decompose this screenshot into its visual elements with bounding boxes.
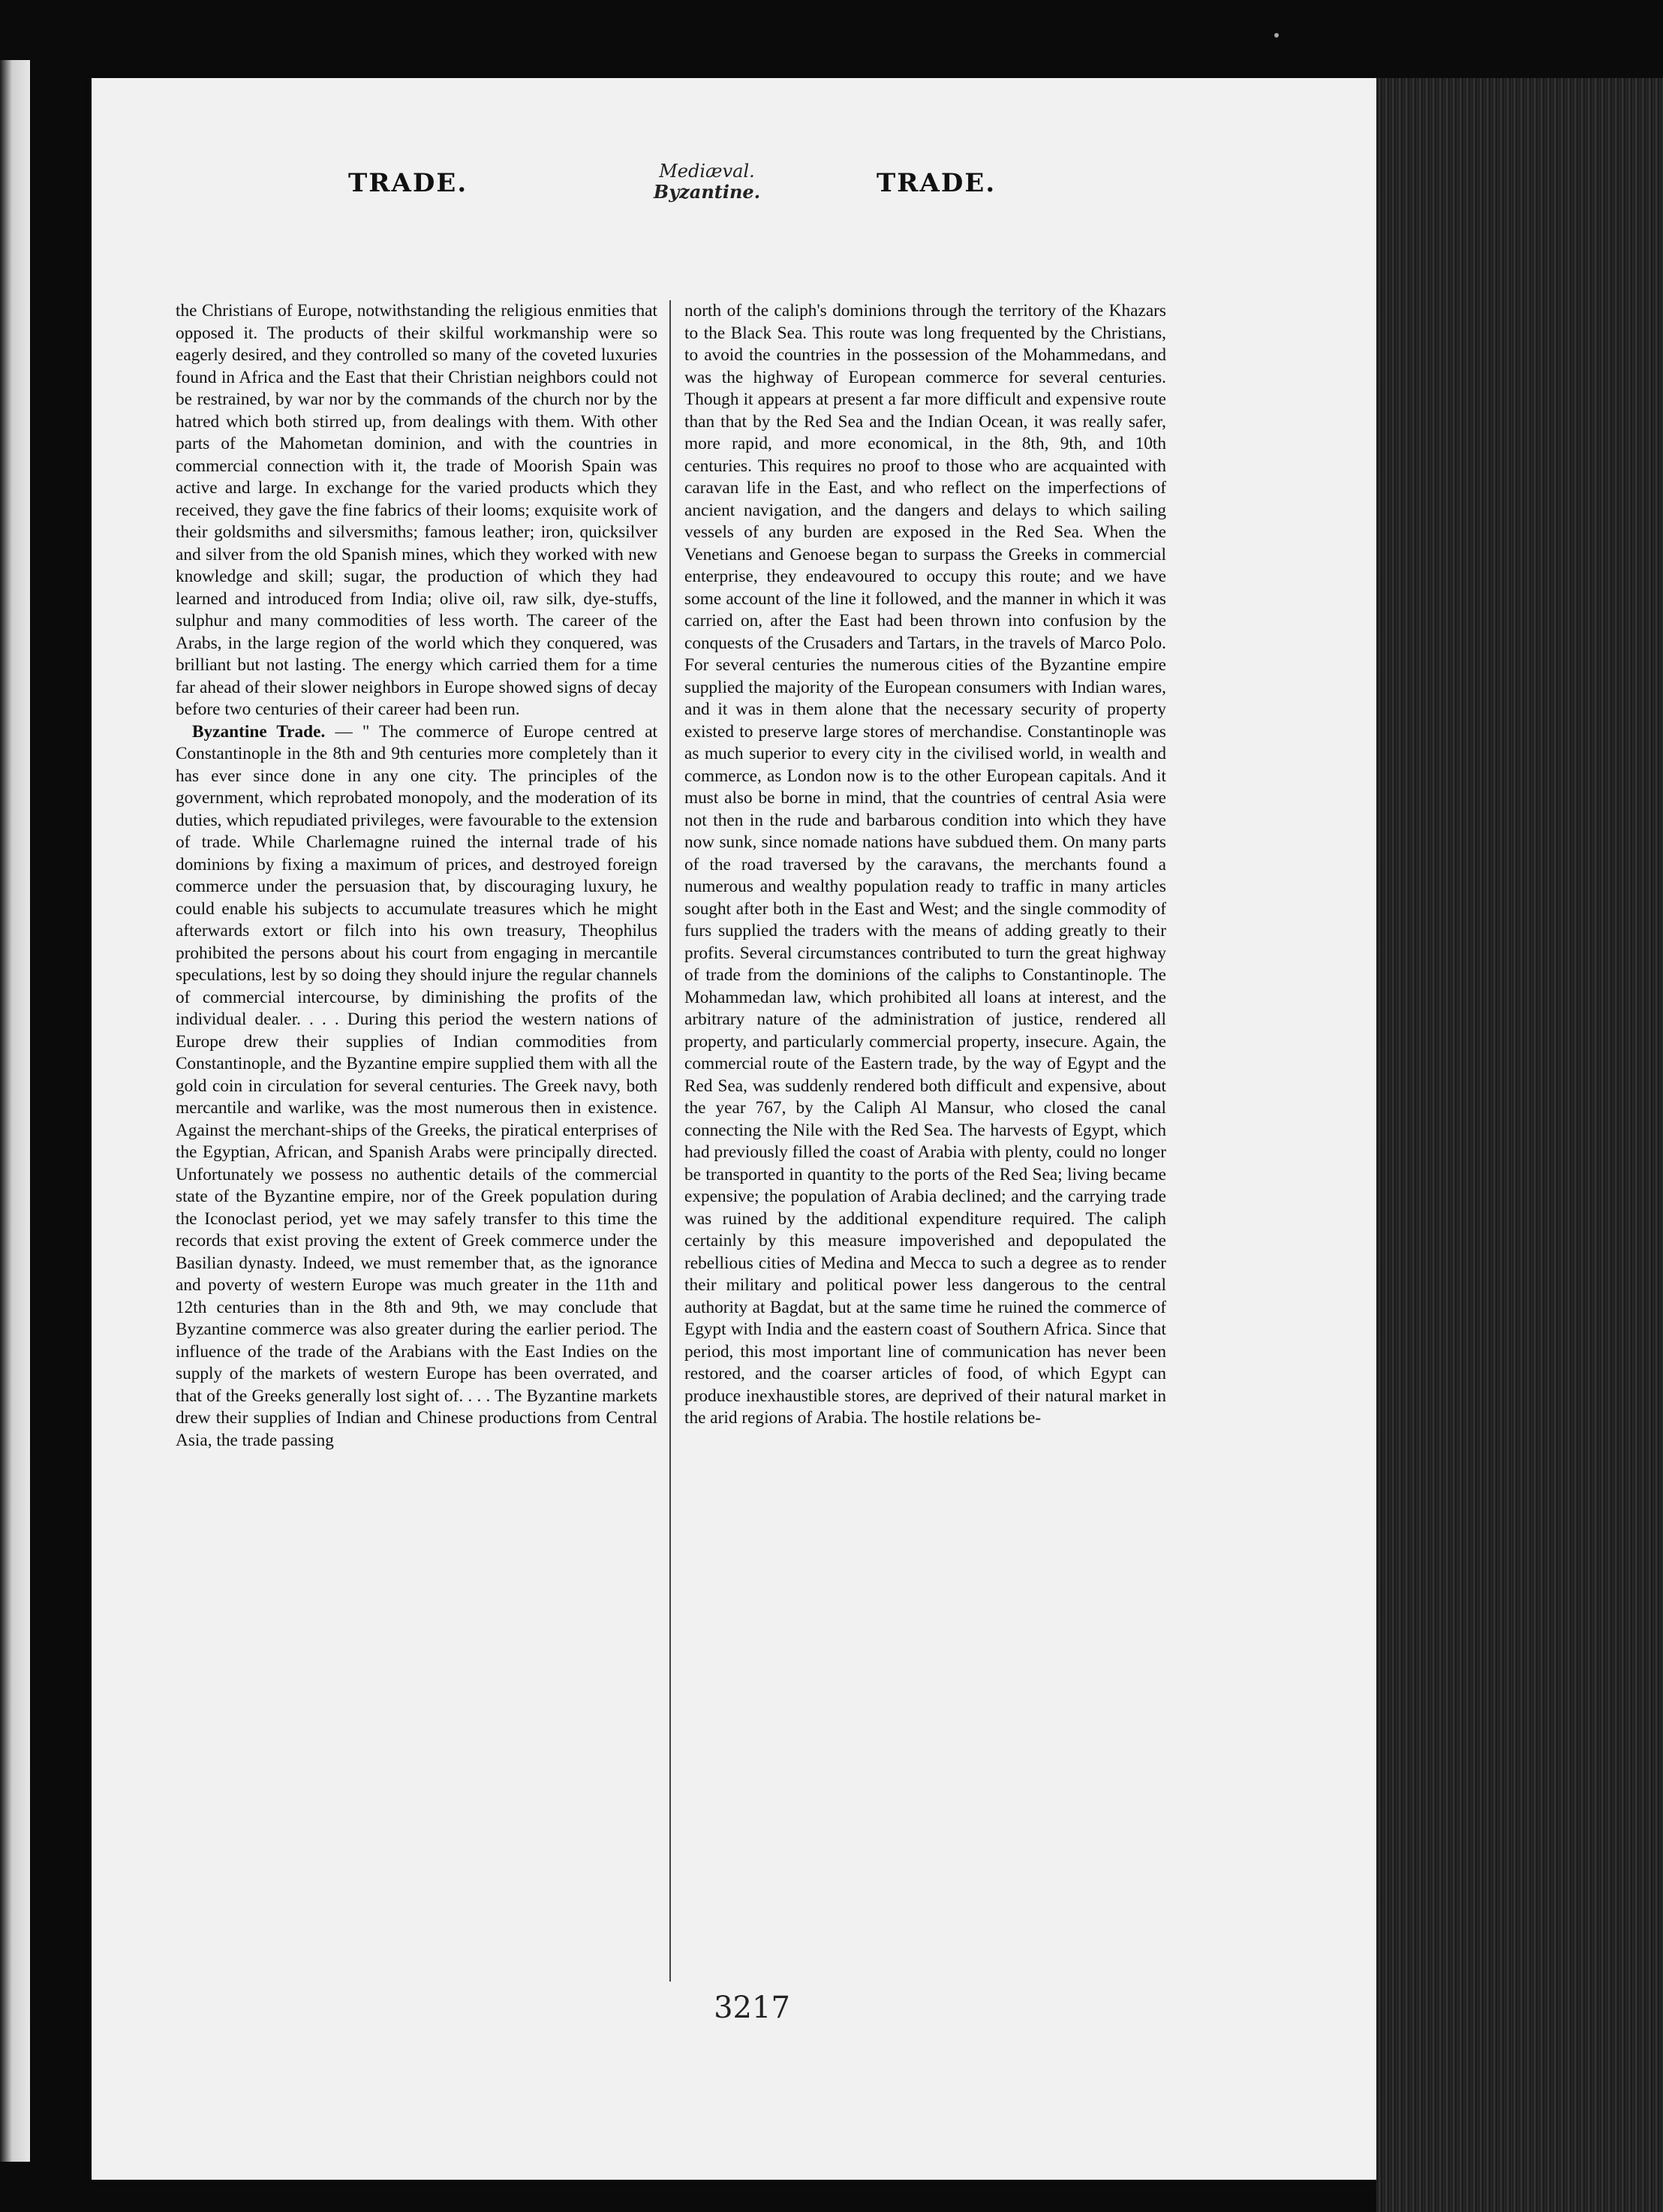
section-heading-byzantine-trade: Byzantine Trade.	[192, 721, 326, 742]
header-center-line2: Byzantine.	[653, 181, 761, 203]
running-header-right: TRADE.	[877, 168, 997, 198]
right-paragraph-1: north of the caliph's dominions through the territory of the Khazars to the Black Sea. This route was long frequented by the Christians, to avoid the countries in the possession of the Mohammedans, and was the highway of European commerce for several centuries. Though it appears at present a far more difficult and expensive route than that by the Red Sea and the Indian Ocean, it was really safer, more rapid, and more economical, in the 8th, 9th, and 10th centuries. This requires no proof to those who are acquainted with caravan life in the East, and who reflect on the imperfections of ancient navigation, and the dangers and delays to which sailing vessels of any burden are exposed in the Red Sea. When the Venetians and Genoese began to surpass the Greeks in commercial enterprise, they endeavoured to occupy this route; and we have some account of the line it followed, and the manner in which it was carried on, after the East had been thrown into confusion by the conquests of the Crusaders and Tartars, in the travels of Marco Polo. For several centuries the numerous cities of the Byzantine empire supplied the majority of the European consumers with Indian wares, and it was in them alone that the necessary security of property existed to preserve large stores of merchandise. Constantinople was as much superior to every city in the civilised world, in wealth and commerce, as London now is to the other European capitals. And it must also be borne in mind, that the countries of central Asia were not then in the rude and barbarous condition into which they have now sunk, since nomade nations have subdued them. On many parts of the road traversed by the caravans, the merchants found a numerous and wealthy population ready to traffic in many articles sought after both in the East and West; and the single commodity of furs supplied the traders with the means of adding greatly to their profits. Several circumstances contributed to turn the great highway of trade from the dominions of the caliphs to Constantinople. The Mohammedan law, which prohibited all loans at interest, and the arbitrary nature of the administration of justice, rendered all property, and particularly commercial property, insecure. Again, the commercial route of the Eastern trade, by the way of Egypt and the Red Sea, was suddenly rendered both difficult and expensive, about the year 767, by the Caliph Al Mansur, who closed the canal connecting the Nile with the Red Sea. The harvests of Egypt, which had previously filled the coast of Arabia with plenty, could no longer be transported in quantity to the ports of the Red Sea; living became expensive; the population of Arabia declined; and the carrying trade was ruined by the additional expenditure required. The caliph certainly by this measure impoverished and depopulated the rebellious cities of Medina and Mecca to such a degree as to render their military and political power less dangerous to the central authority at Bagdat, but at the same time he ruined the commerce of Egypt with India and the eastern coast of Southern Africa. Since that period, this most important line of communication has never been restored, and the coarser articles of food, of which Egypt can produce inexhaustible stores, are deprived of their natural market in the arid regions of Arabia. The hostile relations be-	[684, 301, 1166, 1428]
page-number: 3217	[714, 1991, 790, 2025]
right-column	[684, 300, 1166, 1430]
running-header-left: TRADE.	[348, 168, 468, 198]
book-binding-edge	[1376, 78, 1663, 2212]
document-page	[92, 78, 1376, 2180]
running-header-center	[609, 161, 804, 203]
left-paragraph-2-body: — " The commerce of Europe centred at Constantinople in the 8th and 9th centuries more completely than it has ever since done in any one city. The principles of the government, which reprobated monopoly, and the moderation of its duties, which repudiated privileges, were favourable to the extension of trade. While Charlemagne ruined the internal trade of his dominions by fixing a maximum of prices, and destroyed foreign commerce under the persuasion that, by discouraging luxury, he could enable his subjects to accumulate treasures which he might afterwards extort or filch into his own treasury, Theophilus prohibited the persons about his court from engaging in mercantile speculations, lest by so doing they should injure the regular channels of commercial intercourse, by diminishing the profits of the individual dealer. . . . During this period the western nations of Europe drew their supplies of Indian commodities from Constantinople, and the Byzantine empire supplied them with all the gold coin in circulation for several centuries. The Greek navy, both mercantile and warlike, was the most numerous then in existence. Against the merchant-ships of the Greeks, the piratical enterprises of the Egyptian, African, and Spanish Arabs were principally directed. Unfortunately we possess no authentic details of the commercial state of the Byzantine empire, nor of the Greek population during the Iconoclast period, yet we may safely transfer to this time the records that exist proving the extent of Greek commerce under the Basilian dynasty. Indeed, we must remember that, as the ignorance and poverty of western Europe was much greater in the 11th and 12th centuries than in the 8th and 9th, we may conclude that Byzantine commerce was also greater during the earlier period. The influence of the trade of the Arabians with the East Indies on the supply of the markets of western Europe has been overrated, and that of the Greeks generally lost sight of. . . . The Byzantine markets drew their supplies of Indian and Chinese productions from Central Asia, the trade passing	[176, 721, 658, 1450]
left-page-edge	[0, 60, 30, 2162]
left-column	[176, 300, 671, 1982]
speck	[1274, 33, 1279, 38]
left-paragraph-2	[176, 721, 657, 1452]
header-center-line1: Mediæval.	[659, 161, 755, 182]
left-paragraph-1: the Christians of Europe, notwithstanding the religious enmities that opposed it. The products of their skilful workmanship were so eagerly desired, and they controlled so many of the coveted luxuries found in Africa and the East that their Christian neighbors could not be restrained, by war nor by the commands of the church nor by the hatred which both stirred up, from dealings with them. With other parts of the Mahometan dominion, and with the countries in commercial connection with it, the trade of Moorish Spain was active and large. In exchange for the varied products which they received, they gave the fine fabrics of their looms; exquisite work of their goldsmiths and silversmiths; famous leather; iron, quicksilver and silver from the old Spanish mines, which they worked with new knowledge and skill; sugar, the production of which they had learned and introduced from India; olive oil, raw silk, dye-stuffs, sulphur and many commodities of less worth. The career of the Arabs, in the large region of the world which they conquered, was brilliant but not lasting. The energy which carried them for a time far ahead of their slower neighbors in Europe showed signs of decay before two centuries of their career had been run.	[176, 301, 657, 719]
